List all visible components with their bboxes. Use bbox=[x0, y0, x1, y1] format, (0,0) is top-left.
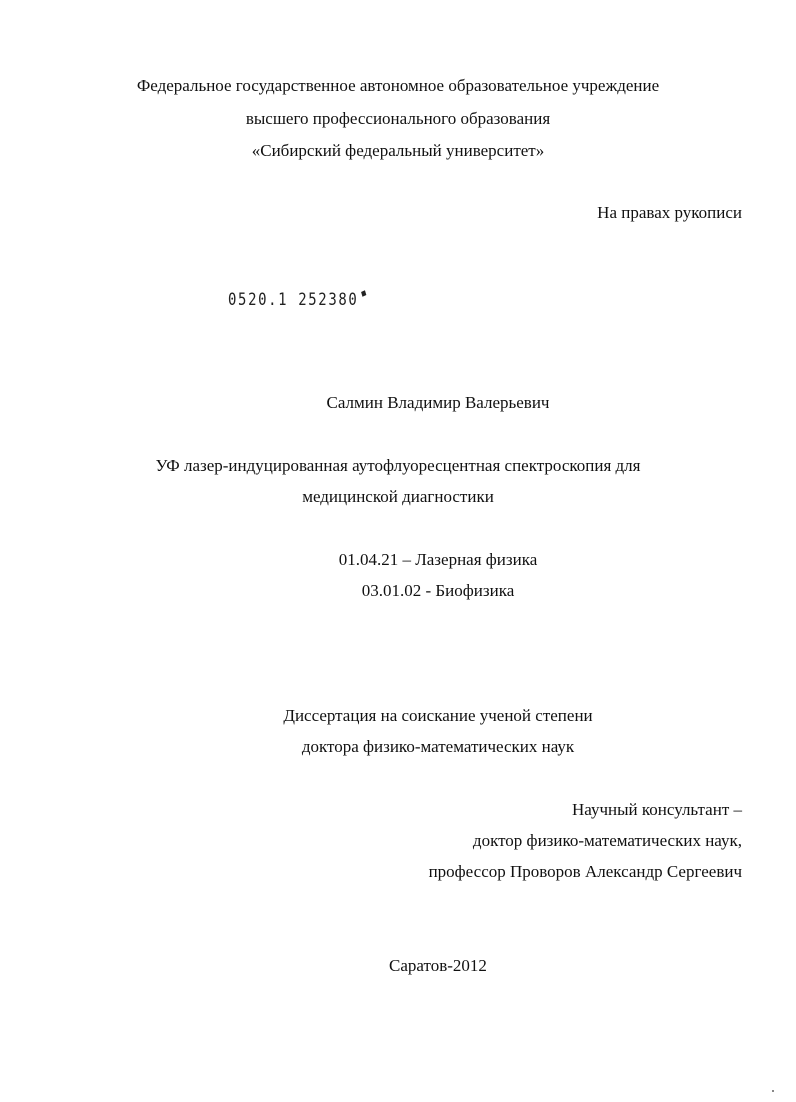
rights-note: На правах рукописи bbox=[597, 203, 742, 222]
archive-stamp-number: 0520.1 252380 bbox=[228, 290, 359, 310]
stamp-mark-icon bbox=[361, 290, 366, 296]
author-name: Салмин Владимир Валерьевич bbox=[326, 393, 550, 412]
specialty-2: 03.01.02 - Биофизика bbox=[361, 581, 515, 600]
advisor-line-1: Научный консультант – bbox=[572, 800, 742, 819]
place-year: Саратов-2012 bbox=[389, 956, 487, 975]
advisor-line-2: доктор физико-математических наук, bbox=[472, 831, 742, 850]
institution-line-2: высшего профессионального образования bbox=[245, 109, 551, 128]
scan-speck bbox=[772, 1090, 774, 1092]
title-line-1: УФ лазер-индуцированная аутофлуоресцентная спектроскопия для bbox=[155, 456, 641, 475]
title-line-2: медицинской диагностики bbox=[302, 487, 494, 506]
specialty-1: 01.04.21 – Лазерная физика bbox=[338, 550, 538, 569]
advisor-line-3: профессор Проворов Александр Сергеевич bbox=[428, 862, 742, 881]
degree-line-1: Диссертация на соискание ученой степени bbox=[283, 706, 593, 725]
archive-stamp bbox=[228, 290, 366, 310]
degree-line-2: доктора физико-математических наук bbox=[301, 737, 575, 756]
institution-line-3: «Сибирский федеральный университет» bbox=[251, 141, 545, 160]
institution-line-1: Федеральное государственное автономное образовательное учреждение bbox=[136, 76, 660, 95]
